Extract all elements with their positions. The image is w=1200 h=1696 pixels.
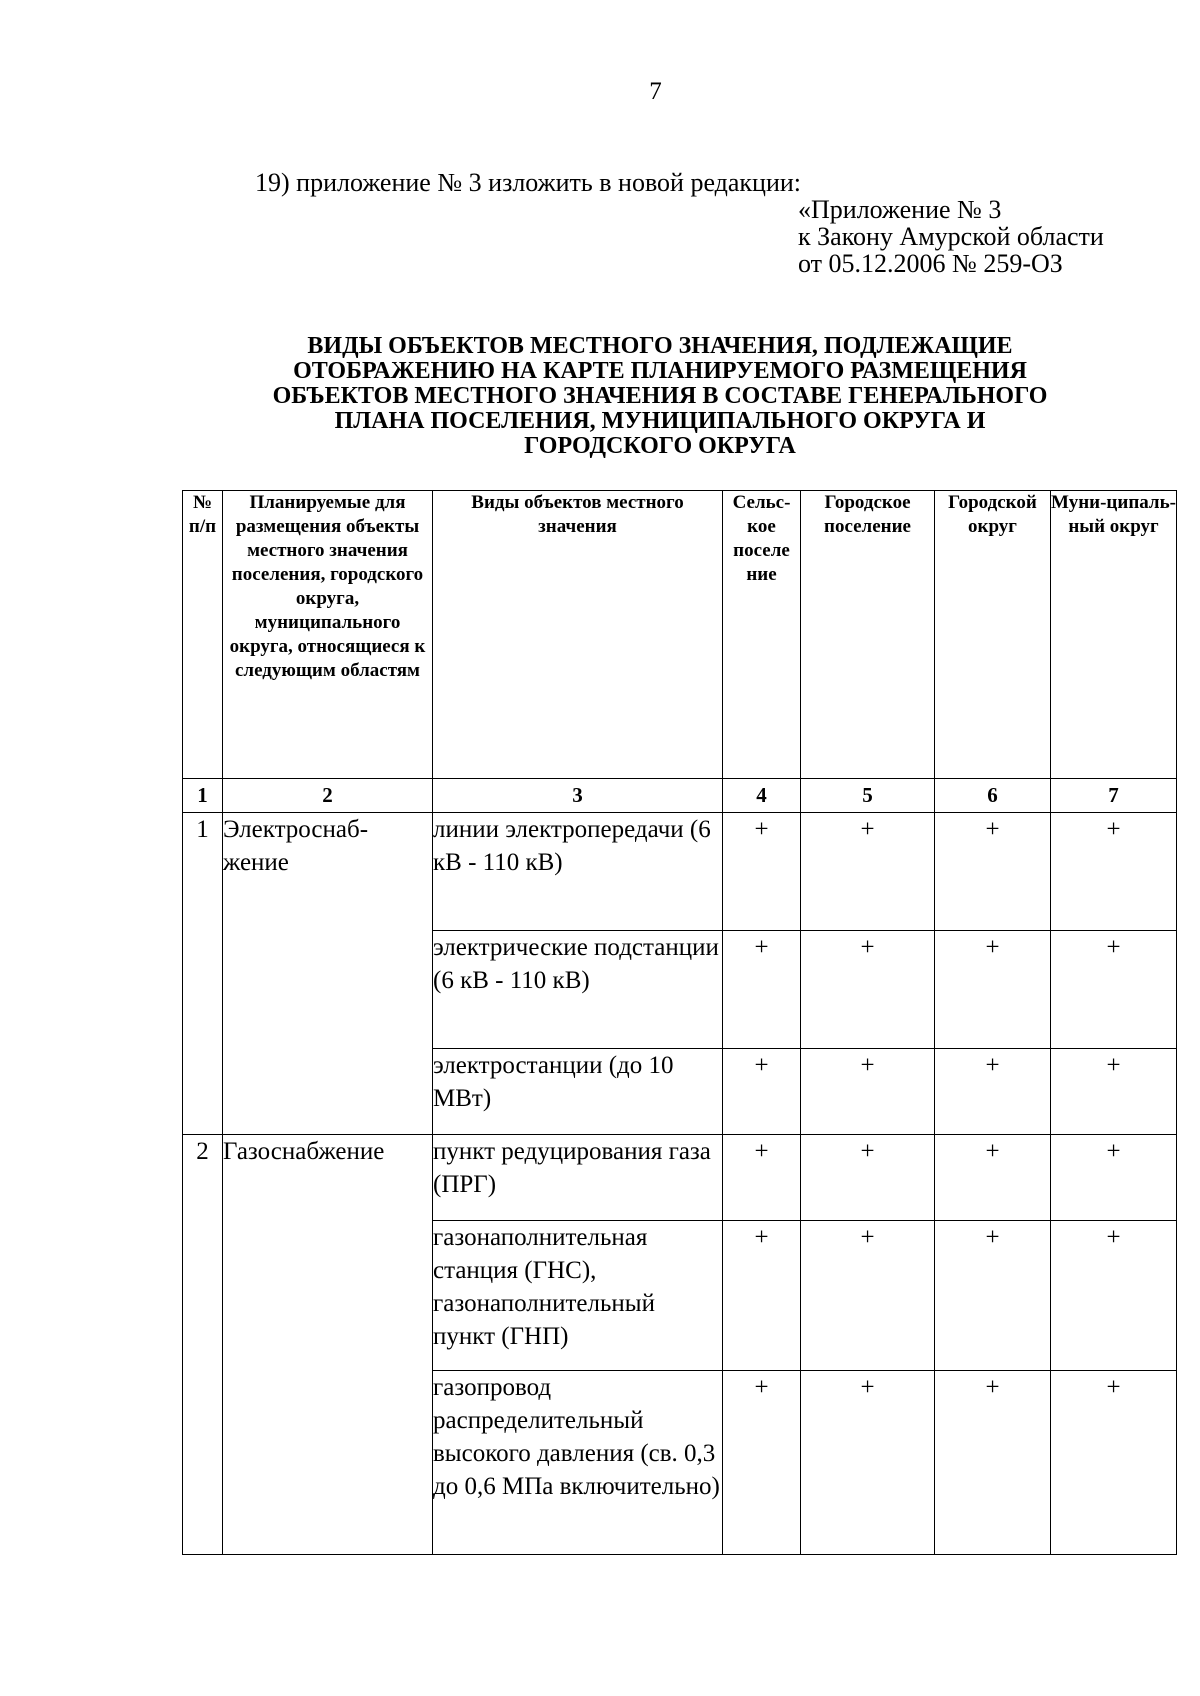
appendix-line: от 05.12.2006 № 259-ОЗ [798,249,1063,278]
object-kind: электростанции (до 10 МВт) [433,1049,723,1135]
appendix-reference [798,196,1104,277]
mark-cell: + [723,1221,801,1371]
title-line: ПЛАНА ПОСЕЛЕНИЯ, МУНИЦИПАЛЬНОГО ОКРУГА И [334,408,986,434]
mark-cell: + [723,1371,801,1555]
group-number: 2 [183,1135,223,1555]
header-city-district: Городской округ [935,491,1051,779]
mark-cell: + [935,813,1051,931]
object-kind: пункт редуцирования газа (ПРГ) [433,1135,723,1221]
column-number: 3 [433,779,723,813]
mark-cell: + [723,1135,801,1221]
header-row [183,491,1177,779]
mark-cell: + [1051,1135,1177,1221]
column-number: 1 [183,779,223,813]
title-line: ВИДЫ ОБЪЕКТОВ МЕСТНОГО ЗНАЧЕНИЯ, ПОДЛЕЖАЩИЕ [307,333,1013,359]
mark-cell: + [935,1049,1051,1135]
column-number: 2 [223,779,433,813]
title-line: ГОРОДСКОГО ОКРУГА [524,433,796,459]
document-title [170,334,1150,459]
header-municipal-district: Муни-ципаль-ный округ [1051,491,1177,779]
object-kind: электрические подстанции (6 кВ - 110 кВ) [433,931,723,1049]
header-areas: Планируемые для размещения объекты местного значения поселения, городского округа, муниципального округа, относящиеся к следующим областям [223,491,433,779]
title-line: ОБЪЕКТОВ МЕСТНОГО ЗНАЧЕНИЯ В СОСТАВЕ ГЕНЕРАЛЬНОГО [272,383,1048,409]
mark-cell: + [1051,1049,1177,1135]
mark-cell: + [723,1049,801,1135]
mark-cell: + [1051,931,1177,1049]
mark-cell: + [723,931,801,1049]
table-row [183,1135,1177,1221]
object-kind: газонаполнительная станция (ГНС), газонаполнительный пункт (ГНП) [433,1221,723,1371]
appendix-line: к Закону Амурской области [798,222,1104,251]
header-urban-settlement: Городское поселение [801,491,935,779]
mark-cell: + [801,931,935,1049]
mark-cell: + [801,1135,935,1221]
mark-cell: + [801,1221,935,1371]
mark-cell: + [801,1371,935,1555]
column-number: 7 [1051,779,1177,813]
mark-cell: + [1051,1221,1177,1371]
mark-cell: + [801,1049,935,1135]
mark-cell: + [801,813,935,931]
group-area: Электроснаб-жение [223,813,433,1135]
page-number: 7 [649,78,662,105]
mark-cell: + [935,1221,1051,1371]
table-row [183,813,1177,931]
header-rural-settlement: Сельс-кое поселе ние [723,491,801,779]
group-area: Газоснабжение [223,1135,433,1555]
header-object-kinds: Виды объектов местного значения [433,491,723,779]
amendment-intro: 19) приложение № 3 изложить в новой редакции: [255,168,802,197]
mark-cell: + [723,813,801,931]
object-kind: линии электропередачи (6 кВ - 110 кВ) [433,813,723,931]
column-number: 5 [801,779,935,813]
object-kind: газопровод распределительный высокого давления (св. 0,3 до 0,6 МПа включительно) [433,1371,723,1555]
column-number: 4 [723,779,801,813]
column-number-row [183,779,1177,813]
mark-cell: + [935,1371,1051,1555]
column-number: 6 [935,779,1051,813]
mark-cell: + [1051,1371,1177,1555]
header-number: № п/п [183,491,223,779]
mark-cell: + [935,931,1051,1049]
group-number: 1 [183,813,223,1135]
mark-cell: + [935,1135,1051,1221]
mark-cell: + [1051,813,1177,931]
title-line: ОТОБРАЖЕНИЮ НА КАРТЕ ПЛАНИРУЕМОГО РАЗМЕЩЕНИЯ [293,358,1027,384]
objects-table [182,490,1177,1555]
appendix-line: «Приложение № 3 [798,195,1002,224]
